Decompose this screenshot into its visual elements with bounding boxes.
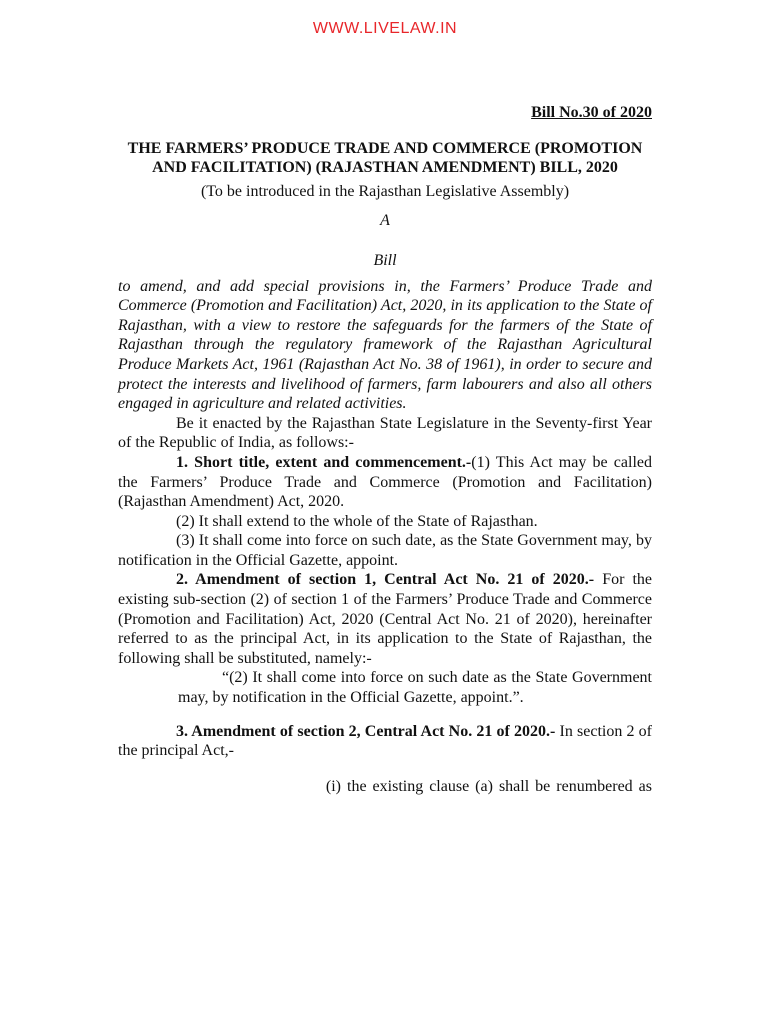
section-2 (118, 570, 652, 668)
bill-title: THE FARMERS’ PRODUCE TRADE AND COMMERCE (PROMOTION AND FACILITATION) (RAJASTHAN AMENDMENT) BILL, 2020 (127, 139, 643, 177)
section-3-heading: 3. Amendment of section 2, Central Act No. 21 of 2020.- (176, 722, 556, 740)
section-3 (118, 722, 652, 761)
section-1-heading: 1. Short title, extent and commencement.- (176, 453, 472, 471)
section-1 (118, 453, 652, 512)
a-label: A (380, 212, 390, 230)
section-2-quote: “(2) It shall come into force on such date as the State Government may, by notification in the Official Gazette, appoint.”. (178, 669, 652, 707)
section-3-text: In section 2 of the principal Act,- (118, 722, 652, 760)
section-3-clause: (i) the existing clause (a) shall be renumbered as (325, 777, 652, 795)
section-1-sub-2: (2) It shall extend to the whole of the State of Rajasthan. (176, 512, 538, 530)
section-1-sub-1: (1) This Act may be called the Farmers’ Produce Trade and Commerce (Promotion and Facilitation) (Rajasthan Amendment) Act, 2020. (118, 453, 653, 511)
bill-number: Bill No.30 of 2020 (531, 104, 652, 121)
section-2-heading: 2. Amendment of section 1, Central Act No. 21 of 2020.- (176, 571, 595, 589)
long-title: to amend, and add special provisions in, the Farmers’ Produce Trade and Commerce (Promotion and Facilitation) Act, 2020, in its application to the State of Rajasthan, with a view to restore the safeguards for the farmers of the State of Rajasthan through the regulatory framework of the Rajasthan Agricultural Produce Markets Act, 1961 (Rajasthan Act No. 38 of 1961), in order to secure and protect the interests and livelihood of farmers, farm labourers and also all others engaged in agriculture and related activities. (118, 277, 652, 413)
bill-document (118, 103, 652, 796)
section-2-text: For the existing sub-section (2) of section 1 of the Farmers’ Produce Trade and Commerce (Promotion and Facilitation) Act, 2020 (Central Act No. 21 of 2020), hereinafter referred to as the principal Act, in its application to the State of Rajasthan, the following shall be substituted, namely:- (118, 571, 653, 667)
enacting-formula: Be it enacted by the Rajasthan State Legislature in the Seventy-first Year of the Republic of India, as follows:- (118, 414, 652, 452)
section-1-sub-3: (3) It shall come into force on such date, as the State Government may, by notification in the Official Gazette, appoint. (118, 532, 652, 569)
watermark: WWW.LIVELAW.IN (312, 20, 458, 37)
introduction-note: (To be introduced in the Rajasthan Legislative Assembly) (200, 182, 570, 200)
bill-label: Bill (373, 251, 397, 269)
